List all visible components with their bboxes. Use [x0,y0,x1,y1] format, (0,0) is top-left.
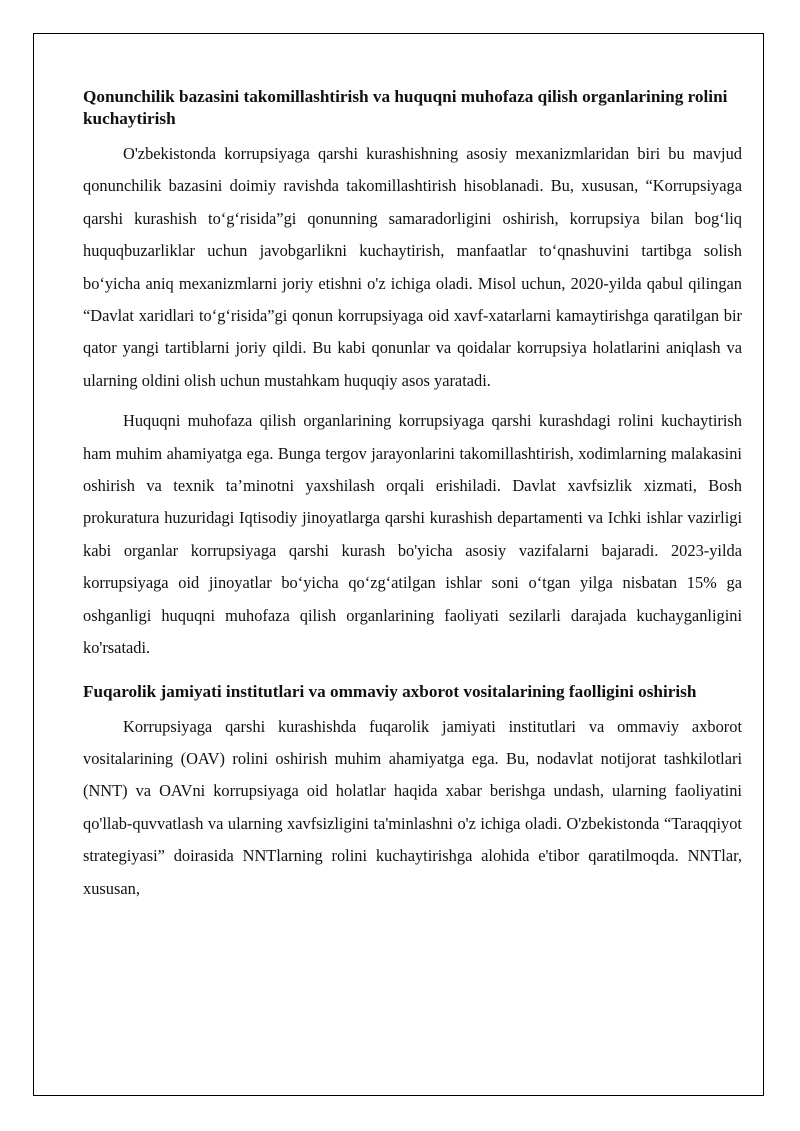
section-heading: Qonunchilik bazasini takomillashtirish va huquqni muhofaza qilish organlarining rolini kuchaytirish [83,87,728,128]
document-body [83,86,742,905]
body-paragraph: Korrupsiyaga qarshi kurashishda fuqarolik jamiyati institutlari va ommaviy axborot vositalarining (OAV) rolini oshirish muhim ahamiyatga ega. Bu, nodavlat notijorat tashkilotlari (NNT) va OAVni korrupsiyaga oid holatlar haqida xabar berishga undash, ularning faoliyatini qo'llab-quvvatlash va ularning xavfsizligini ta'minlashni o'z ichiga oladi. O'zbekistonda “Taraqqiyot strategiyasi” doirasida NNTlarning rolini kuchaytirishga alohida e'tibor qaratilmoqda. NNTlar, xususan, [83,716,742,898]
body-paragraph: O'zbekistonda korrupsiyaga qarshi kurashishning asosiy mexanizmlaridan biri bu mavjud qonunchilik bazasini doimiy ravishda takomillashtirish hisoblanadi. Bu, xususan, “Korrupsiyaga qarshi kurashish to‘g‘risida”gi qonunning samaradorligini oshirish, korrupsiya bilan bog‘liq huquqbuzarliklar uchun javobgarlikni kuchaytirish, manfaatlar to‘qnashuvini tartibga solish bo‘yicha aniq mexanizmlarni joriy etishni o'z ichiga oladi. Misol uchun, 2020-yilda qabul qilingan “Davlat xaridlari to‘g‘risida”gi qonun korrupsiyaga oid xavf-xatarlarni kamaytirishga qaratilgan bir qator yangi tartiblarni joriy qildi. Bu kabi qonunlar va qoidalar korrupsiya holatlarini aniqlash va ularning oldini olish uchun mustahkam huquqiy asos yaratadi. [83,144,742,390]
section-heading: Fuqarolik jamiyati institutlari va ommaviy axborot vositalarining faolligini oshirish [83,681,697,701]
body-paragraph: Huquqni muhofaza qilish organlarining korrupsiyaga qarshi kurashdagi rolini kuchaytirish ham muhim ahamiyatga ega. Bunga tergov jarayonlarini takomillashtirish, xodimlarning malakasini oshirish va texnik ta’minotni yaxshilash orqali erishiladi. Davlat xavfsizlik xizmati, Bosh prokuratura huzuridagi Iqtisodiy jinoyatlarga qarshi kurashish departamenti va Ichki ishlar vazirligi kabi organlar korrupsiyaga qarshi kurash bo'yicha asosiy vazifalarni bajaradi. 2023-yilda korrupsiyaga oid jinoyatlar bo‘yicha qo‘zg‘atilgan ishlar soni o‘tgan yilga nisbatan 15% ga oshganligi huquqni muhofaza qilish organlarining faoliyati sezilarli darajada kuchayganligini ko'rsatadi. [83,411,742,658]
